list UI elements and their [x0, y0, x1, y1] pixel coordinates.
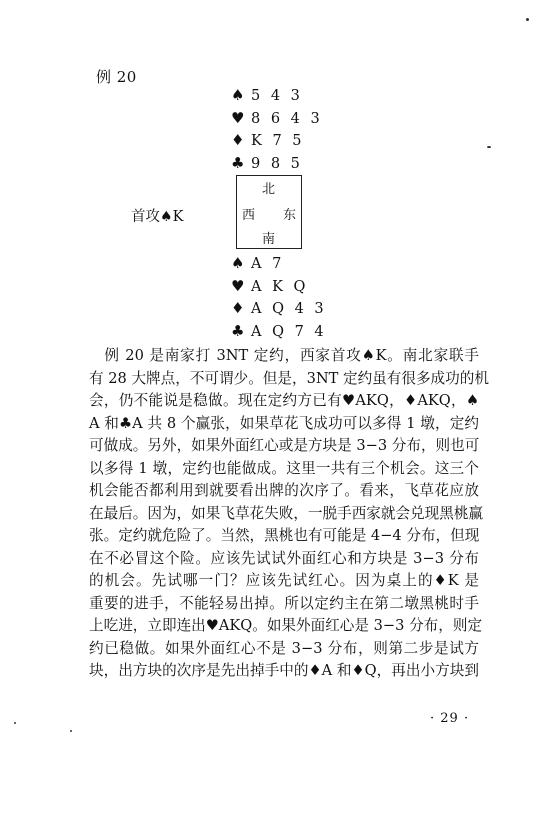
spade-icon: ♠: [231, 254, 245, 272]
south-hearts: [231, 275, 327, 298]
diamond-icon: ♦: [231, 299, 245, 318]
opening-lead-prefix: 首攻: [131, 209, 160, 225]
text-line: 例 20 是南家打 3NT 定约，西家首攻♠K。南北家联手: [89, 347, 479, 364]
north-spades: [231, 84, 323, 107]
north-clubs: [231, 152, 323, 175]
north-hand: [231, 84, 323, 174]
spade-icon: ♠: [231, 86, 245, 104]
text-line: 有 28 大牌点，不可谓少。但是，3NT 定约虽有很多成功的机: [89, 369, 489, 387]
text-line: 在最后。因为，如果飞草花失败，一脱手西家就会兑现黑桃赢: [89, 504, 484, 522]
club-icon: ♣: [231, 153, 245, 172]
text-line: 重要的进手，不能轻易出掉。所以定约主在第二墩黑桃时手: [89, 594, 479, 612]
text-line: 可做成。另外，如果外面红心或是方块是 3−3 分布，则也可: [89, 437, 480, 454]
north-hearts-cards: 8 6 4 3: [251, 110, 323, 127]
compass-south: 南: [262, 232, 276, 247]
south-clubs: [231, 320, 327, 343]
text-line: 块，出方块的次序是先出掉手中的♦A 和♦Q，再出小方块到: [89, 662, 479, 679]
text-line: 约已稳做。如果外面红心不是 3−3 分布，则第二步是试方: [89, 639, 479, 657]
body-paragraph: [89, 345, 489, 683]
text-line: 张。定约就危险了。当然，黑桃也有可能是 4−4 分布，但现: [89, 527, 480, 544]
south-clubs-cards: A Q 7 4: [251, 323, 327, 340]
south-diamonds-cards: A Q 4 3: [251, 301, 327, 318]
scan-speck: [526, 18, 529, 21]
south-spades-cards: A 7: [251, 256, 285, 272]
scan-speck: [14, 722, 16, 724]
text-line: 机会能否都利用到就要看出牌的次序了。看来，飞草花应放: [89, 482, 479, 499]
text-line: 的机会。先试哪一门？应该先试红心。因为桌上的♦K 是: [89, 572, 479, 589]
compass-west: 西: [242, 208, 256, 223]
opening-lead-card: K: [172, 209, 184, 225]
south-diamonds: [231, 297, 327, 320]
page-number: · 29 ·: [430, 711, 470, 726]
text-line: 会，仍不能说是稳做。现在定约方已有♥AKQ，♦AKQ，♠: [89, 392, 479, 409]
south-hearts-cards: A K Q: [251, 278, 309, 295]
heart-icon: ♥: [231, 108, 245, 127]
opening-lead: [131, 205, 183, 226]
compass-box: [236, 175, 302, 249]
text-line: 以多得 1 墩，定约也能做成。这里一共有三个机会。这三个: [89, 459, 479, 477]
scan-speck: [487, 146, 491, 148]
compass-east: 东: [282, 208, 296, 223]
heart-icon: ♥: [231, 276, 245, 295]
example-title: 例 20: [96, 68, 137, 86]
spade-icon: ♠: [160, 209, 173, 225]
north-hearts: [231, 107, 323, 130]
south-hand: [231, 252, 327, 342]
text-line: 在不必冒这个险。应该先试试外面红心和方块是 3−3 分布: [89, 549, 479, 567]
scan-speck: [70, 730, 72, 732]
north-diamonds-cards: K 7 5: [251, 133, 305, 150]
text-line: A 和♣A 共 8 个赢张，如果草花飞成功可以多得 1 墩，定约: [89, 414, 479, 432]
south-spades: [231, 252, 327, 275]
text-line: 上吃进，立即连出♥AKQ。如果外面红心是 3−3 分布，则定: [89, 617, 483, 634]
compass-north: 北: [262, 182, 276, 197]
north-spades-cards: 5 4 3: [251, 88, 303, 104]
north-clubs-cards: 9 8 5: [251, 155, 303, 172]
diamond-icon: ♦: [231, 131, 245, 150]
club-icon: ♣: [231, 321, 245, 340]
north-diamonds: [231, 129, 323, 152]
